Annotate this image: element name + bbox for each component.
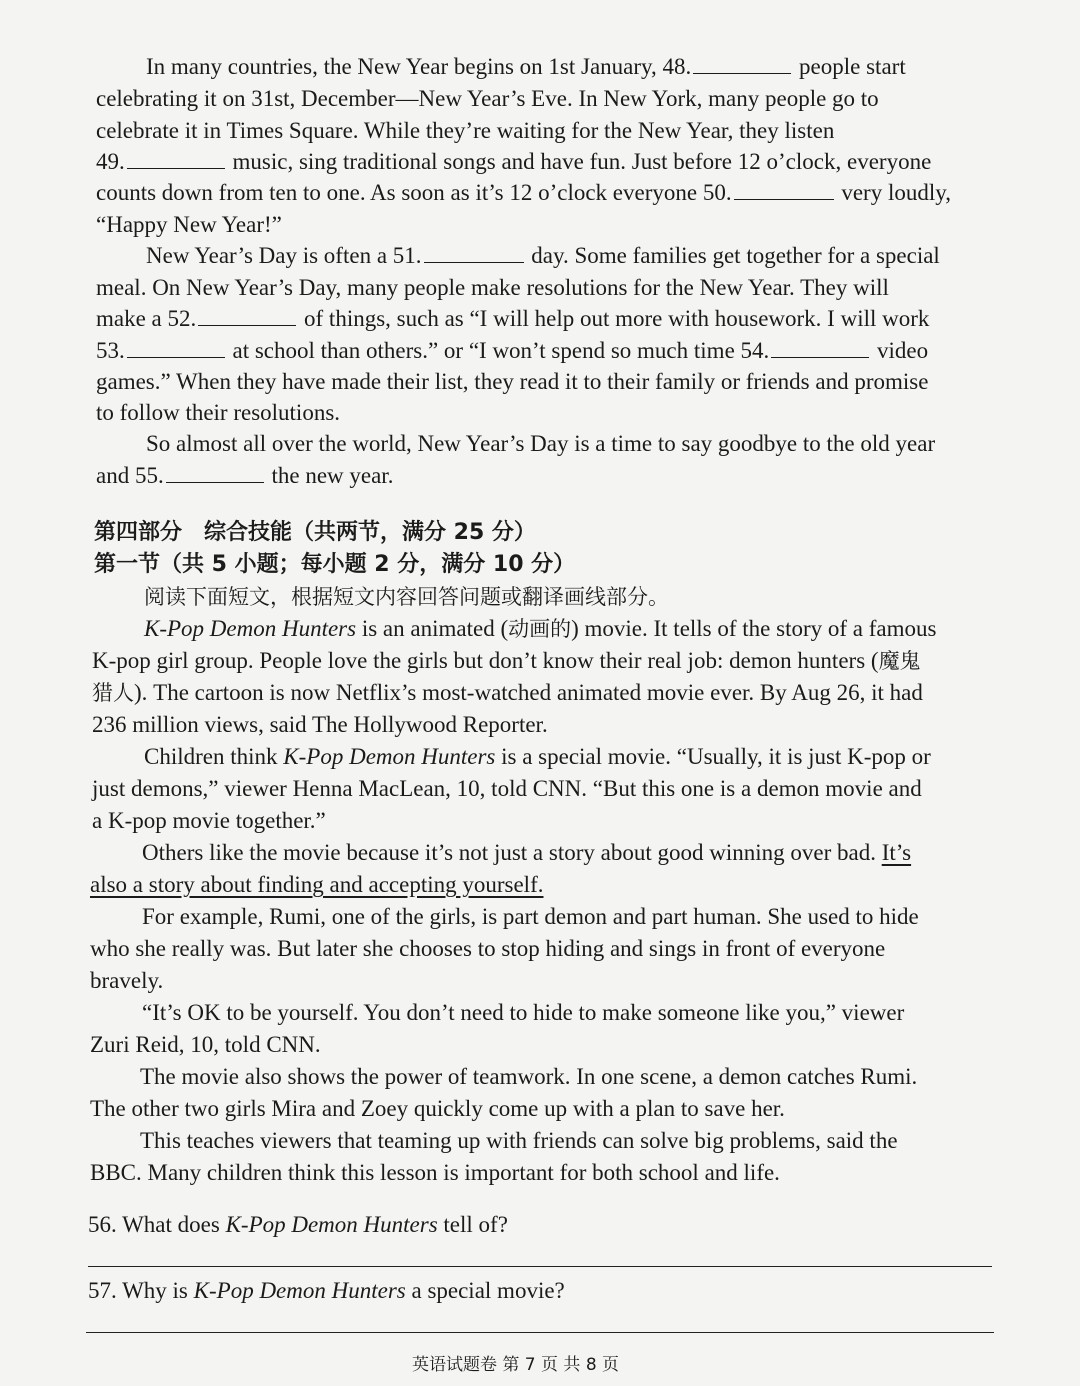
blank-48[interactable] <box>693 53 791 74</box>
section-title: 第四部分 综合技能（共两节，满分 25 分） <box>94 520 536 545</box>
article-text: K-pop girl group. People love the girls but don’t know their real job: demon hunters ( <box>92 648 879 673</box>
passage-line: to follow their resolutions. <box>96 400 341 425</box>
passage-text: and 55. <box>96 463 164 488</box>
passage-text: New Year’s Day is often a 51. <box>146 243 422 268</box>
blank-51[interactable] <box>424 242 524 263</box>
question-text: 57. Why is <box>88 1278 194 1303</box>
passage-text: In many countries, the New Year begins on 1st January, 48. <box>146 54 692 79</box>
blank-54[interactable] <box>771 337 869 358</box>
passage-line <box>146 52 906 82</box>
underlined-sentence: also a story about finding and accepting yourself. <box>90 872 544 897</box>
passage-text: very loudly, <box>841 180 951 205</box>
chinese-gloss: 魔鬼 <box>878 649 921 673</box>
chinese-gloss: 动画的 <box>508 617 572 641</box>
article-text: Others like the movie because it’s not just a story about good winning over bad. <box>142 840 882 865</box>
question-text: 56. What does <box>88 1212 226 1237</box>
article-line: a K-pop movie together.” <box>92 808 326 833</box>
chinese-gloss: 猎人 <box>92 681 134 705</box>
movie-title: K-Pop Demon Hunters <box>144 616 357 641</box>
passage-line <box>96 461 393 491</box>
passage-text: counts down from ten to one. As soon as it’s 12 o’clock everyone 50. <box>96 180 732 205</box>
blank-49[interactable] <box>127 148 225 169</box>
passage-line: “Happy New Year!” <box>96 212 282 237</box>
movie-title: K-Pop Demon Hunters <box>193 1278 406 1303</box>
passage-text: the new year. <box>271 463 394 488</box>
passage-text: 53. <box>96 338 125 363</box>
passage-text: at school than others.” or “I won’t spend so much time 54. <box>232 338 770 363</box>
article-line: This teaches viewers that teaming up with friends can solve big problems, said the <box>140 1128 898 1153</box>
article-line: just demons,” viewer Henna MacLean, 10, told CNN. “But this one is a demon movie and <box>92 776 922 801</box>
passage-line <box>96 304 929 334</box>
blank-53[interactable] <box>127 337 225 358</box>
passage-text: 49. <box>96 149 125 174</box>
page-footer: 英语试题卷 第 7 页 共 8 页 <box>412 1355 620 1375</box>
passage-text: music, sing traditional songs and have fun. Just before 12 o’clock, everyone <box>232 149 932 174</box>
article-line <box>142 838 911 868</box>
article-line: Zuri Reid, 10, told CNN. <box>90 1032 321 1057</box>
underlined-sentence: It’s <box>881 840 912 865</box>
article-text: ) movie. It tells of the story of a famous <box>571 616 937 641</box>
movie-title: K-Pop Demon Hunters <box>283 744 496 769</box>
article-line: 236 million views, said The Hollywood Reporter. <box>92 712 548 737</box>
article-line: BBC. Many children think this lesson is important for both school and life. <box>90 1160 780 1185</box>
article-line <box>144 614 936 644</box>
article-line: The movie also shows the power of teamwork. In one scene, a demon catches Rumi. <box>140 1064 918 1089</box>
passage-text: people start <box>799 54 906 79</box>
question-56 <box>88 1210 508 1240</box>
article-line <box>144 742 931 772</box>
movie-title: K-Pop Demon Hunters <box>225 1212 438 1237</box>
article-line: “It’s OK to be yourself. You don’t need to hide to make someone like you,” viewer <box>142 1000 905 1025</box>
article-line: bravely. <box>90 968 164 993</box>
passage-line: meal. On New Year’s Day, many people make resolutions for the New Year. They will <box>96 275 889 300</box>
passage-text: day. Some families get together for a special <box>531 243 940 268</box>
passage-text: make a 52. <box>96 306 197 331</box>
article-text: is a special movie. “Usually, it is just K-pop or <box>495 744 931 769</box>
passage-line: So almost all over the world, New Year’s Day is a time to say goodbye to the old year <box>146 431 936 456</box>
blank-52[interactable] <box>198 305 296 326</box>
passage-line <box>96 178 951 208</box>
article-line <box>92 646 921 676</box>
passage-line: games.” When they have made their list, they read it to their family or friends and promise <box>96 369 929 394</box>
passage-text: of things, such as “I will help out more with housework. I will work <box>304 306 930 331</box>
question-text: a special movie? <box>405 1278 565 1303</box>
question-57 <box>88 1276 565 1306</box>
article-line: The other two girls Mira and Zoey quickly come up with a plan to save her. <box>90 1096 785 1121</box>
answer-line-56[interactable] <box>88 1266 992 1267</box>
article-text: ). The cartoon is now Netflix’s most-watched animated movie ever. By Aug 26, it had <box>134 680 923 705</box>
article-line: For example, Rumi, one of the girls, is part demon and part human. She used to hide <box>142 904 919 929</box>
passage-line: celebrating it on 31st, December—New Year’s Eve. In New York, many people go to <box>96 86 879 111</box>
blank-50[interactable] <box>734 179 834 200</box>
passage-text: video <box>877 338 929 363</box>
article-text: is an animated ( <box>356 616 509 641</box>
section-instruction: 阅读下面短文，根据短文内容回答问题或翻译画线部分。 <box>144 585 669 609</box>
passage-line <box>146 241 940 271</box>
question-text: tell of? <box>437 1212 508 1237</box>
passage-line <box>96 147 931 177</box>
passage-line: celebrate it in Times Square. While they’re waiting for the New Year, they listen <box>96 118 835 143</box>
blank-55[interactable] <box>166 462 264 483</box>
article-line <box>92 678 923 708</box>
article-line: who she really was. But later she chooses to stop hiding and sings in front of everyone <box>90 936 886 961</box>
answer-line-57[interactable] <box>86 1332 994 1333</box>
passage-line <box>96 336 928 366</box>
article-text: Children think <box>144 744 284 769</box>
section-subtitle: 第一节（共 5 小题；每小题 2 分，满分 10 分） <box>94 552 576 577</box>
